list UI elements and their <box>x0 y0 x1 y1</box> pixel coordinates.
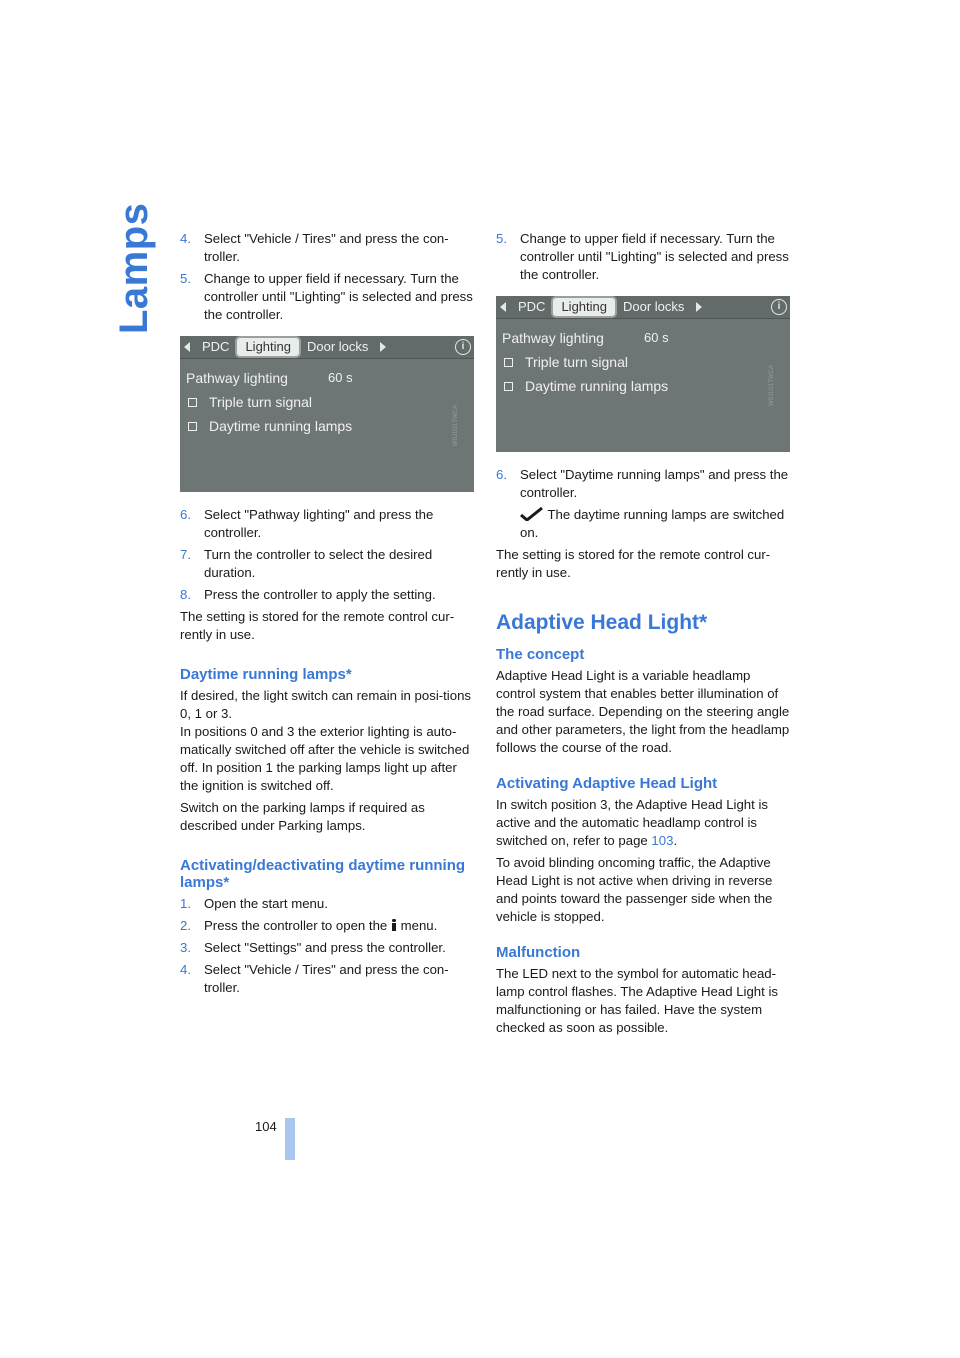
list-item: 4. Select "Vehicle / Tires" and press the con-troller. <box>180 962 449 995</box>
paragraph: Switch on the parking lamps if required as described under Parking lamps. <box>180 800 425 833</box>
page-marker-bar <box>285 1118 295 1160</box>
tab-pdc: PDC <box>518 299 546 314</box>
section-title: Lamps <box>112 202 156 334</box>
tab-lighting: Lighting <box>553 298 615 316</box>
checkbox-icon <box>504 358 513 367</box>
list-item: 2. Press the controller to open the menu. <box>180 918 438 933</box>
tab-lighting: Lighting <box>237 338 299 356</box>
menu-row-pathway: Pathway lighting 60 s <box>186 366 468 390</box>
menu-rows <box>186 366 468 438</box>
menu-rows <box>502 326 784 398</box>
check-note: The daytime running lamps are switched on. <box>520 507 785 540</box>
tab-bar <box>180 336 474 359</box>
arrow-left-icon <box>180 336 194 358</box>
info-menu-icon <box>391 919 397 931</box>
tab-door-locks: Door locks <box>623 299 685 314</box>
image-code: W9J1G1TWCA <box>452 404 459 446</box>
idrive-screen-daytime <box>496 296 790 452</box>
info-icon: i <box>452 336 474 358</box>
arrow-left-icon <box>496 296 510 318</box>
arrow-right-icon <box>692 296 706 318</box>
menu-row-triple-turn: Triple turn signal <box>502 350 784 374</box>
left-column <box>180 230 474 1001</box>
tab-bar <box>496 296 790 319</box>
paragraph: In switch position 3, the Adaptive Head Light is active and the automatic headlamp control is switched on, refer to page 103. <box>496 797 768 848</box>
checkbox-icon <box>188 398 197 407</box>
list-item: 5. Change to upper field if necessary. Turn the controller until "Lighting" is selected and press the controller. <box>496 231 789 282</box>
tab-door-locks: Door locks <box>307 339 369 354</box>
heading-activating-adaptive: Activating Adaptive Head Light <box>496 775 718 792</box>
heading-adaptive: Adaptive Head Light* <box>496 611 708 634</box>
checkbox-icon <box>504 382 513 391</box>
heading-concept: The concept <box>496 646 585 663</box>
menu-row-daytime: Daytime running lamps <box>186 414 468 438</box>
checkbox-icon <box>188 422 197 431</box>
list-item: 7. Turn the controller to select the desired duration. <box>180 547 433 580</box>
duration-value: 60 s <box>328 370 353 385</box>
list-item: 3. Select "Settings" and press the controller. <box>180 940 446 955</box>
check-icon <box>520 507 544 521</box>
duration-value: 60 s <box>644 330 669 345</box>
list-item: 5. Change to upper field if necessary. Turn the controller until "Lighting" is selected and press the controller. <box>180 271 473 322</box>
stored-note: The setting is stored for the remote control cur-rently in use. <box>180 609 455 642</box>
stored-note: The setting is stored for the remote control cur-rently in use. <box>496 547 771 580</box>
paragraph: To avoid blinding oncoming traffic, the Adaptive Head Light is not active when driving in reverse and points toward the passenger side when the vehicle is stopped. <box>496 855 773 924</box>
heading-activating-daytime: Activating/deactivating daytime running lamps* <box>180 857 466 891</box>
info-icon: i <box>768 296 790 318</box>
page-link[interactable]: 103 <box>651 833 674 848</box>
heading-malfunction: Malfunction <box>496 944 581 961</box>
heading-daytime: Daytime running lamps* <box>180 666 352 683</box>
list-item: 1. Open the start menu. <box>180 896 328 911</box>
list-item: 4. Select "Vehicle / Tires" and press the con-troller. <box>180 231 449 264</box>
idrive-screen-pathway <box>180 336 474 492</box>
menu-row-pathway: Pathway lighting 60 s <box>502 326 784 350</box>
paragraph: In positions 0 and 3 the exterior lighting is auto-matically switched off after the vehicle is switched off. In position 1 the parking lamps light up after the ignition is switched off. <box>180 724 470 793</box>
list-item: 6. Select "Pathway lighting" and press the controller. <box>180 507 434 540</box>
image-code: W9J1G1TWCA <box>768 364 775 406</box>
right-column <box>496 230 790 1041</box>
tab-pdc: PDC <box>202 339 230 354</box>
menu-row-daytime: Daytime running lamps <box>502 374 784 398</box>
list-item: 6. Select "Daytime running lamps" and press the controller. <box>496 467 789 500</box>
paragraph: The LED next to the symbol for automatic head-lamp control flashes. The Adaptive Head Light is malfunctioning or has failed. Have the system checked as soon as possible. <box>496 966 778 1035</box>
paragraph: If desired, the light switch can remain in posi-tions 0, 1 or 3. <box>180 688 471 721</box>
menu-row-triple-turn: Triple turn signal <box>186 390 468 414</box>
arrow-right-icon <box>376 336 390 358</box>
list-item: 8. Press the controller to apply the setting. <box>180 587 436 602</box>
paragraph: Adaptive Head Light is a variable headlamp control system that enables better illumination of the road surface. Depending on the steering angle and other parameters, the light from the headlamp follows the course of the road. <box>496 668 790 755</box>
page-number: 104 <box>255 1119 277 1134</box>
